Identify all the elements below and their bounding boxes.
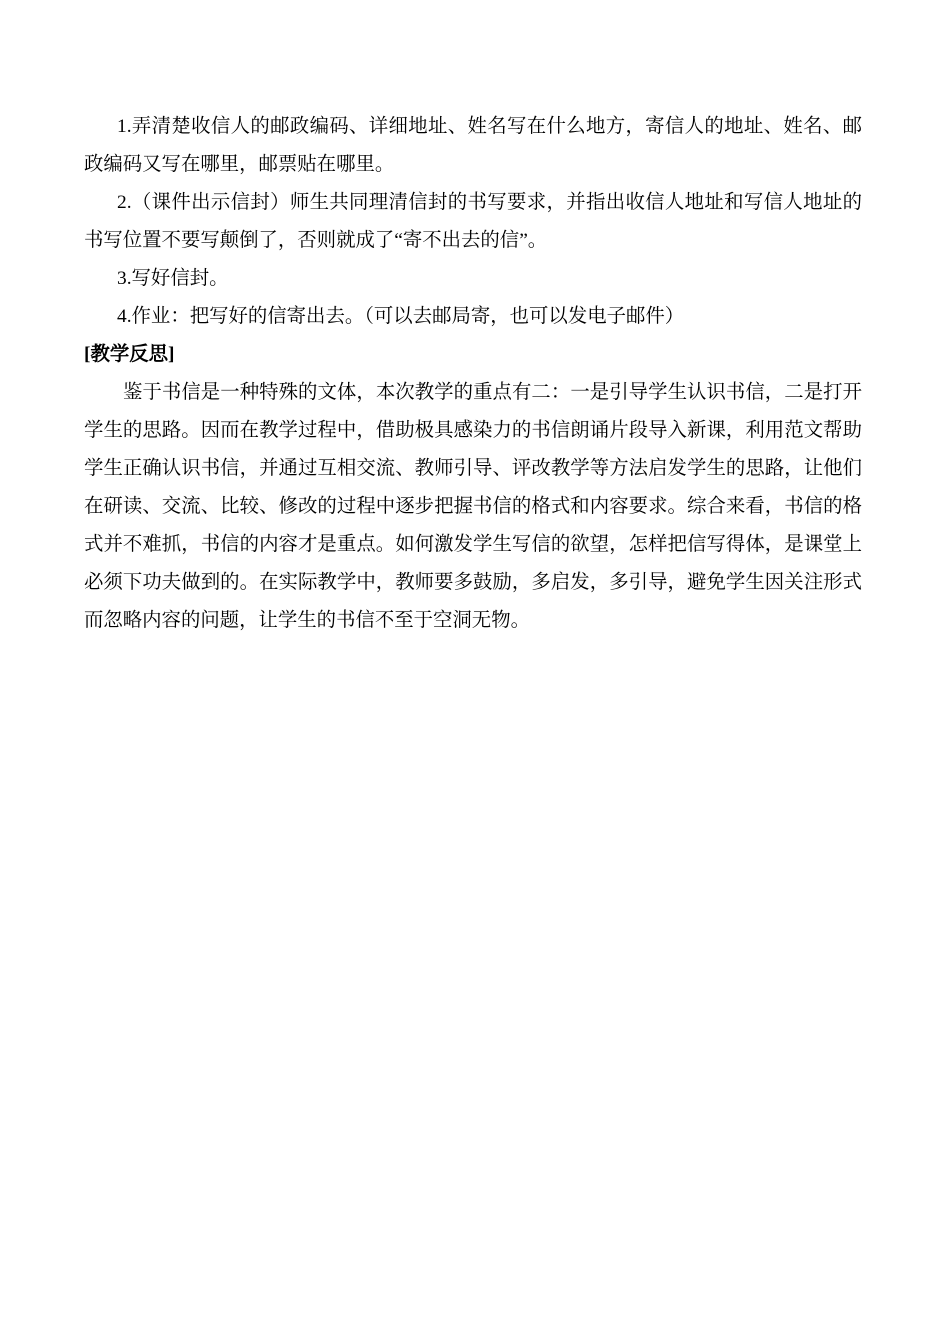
document-content [84, 108, 862, 640]
numbered-item-1: 1.弄清楚收信人的邮政编码、详细地址、姓名写在什么地方，寄信人的地址、姓名、邮政编码又写在哪里，邮票贴在哪里。 [84, 116, 862, 175]
section-heading-teaching-reflection: [教学反思] [84, 344, 175, 365]
reflection-paragraph: 鉴于书信是一种特殊的文体，本次教学的重点有二：一是引导学生认识书信，二是打开学生的思路。因而在教学过程中，借助极具感染力的书信朗诵片段导入新课，利用范文帮助学生正确认识书信，并通过互相交流、教师引导、评改教学等方法启发学生的思路，让他们在研读、交流、比较、修改的过程中逐步把握书信的格式和内容要求。综合来看，书信的格式并不难抓，书信的内容才是重点。如何激发学生写信的欲望，怎样把信写得体，是课堂上必须下功夫做到的。在实际教学中，教师要多鼓励，多启发，多引导，避免学生因关注形式而忽略内容的问题，让学生的书信不至于空洞无物。 [84, 382, 862, 631]
numbered-item-4: 4.作业：把写好的信寄出去。（可以去邮局寄，也可以发电子邮件） [117, 306, 685, 327]
numbered-item-3: 3.写好信封。 [117, 268, 229, 289]
numbered-item-2: 2.（课件出示信封）师生共同理清信封的书写要求，并指出收信人地址和写信人地址的书写位置不要写颠倒了，否则就成了“寄不出去的信”。 [84, 192, 862, 251]
